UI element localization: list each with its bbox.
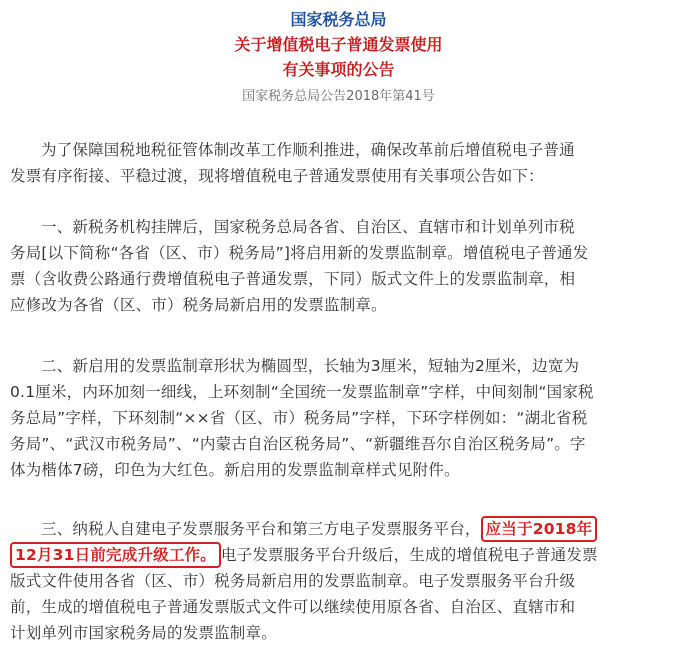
text-line: 计划单列市国家税务局的发票监制章。: [10, 624, 277, 642]
document-number: 国家税务总局公告2018年第41号: [242, 89, 435, 104]
text-line: 为了保障国税地税征管体制改革工作顺利推进，确保改革前后增值税电子普通: [41, 141, 575, 159]
item2-paragraph: [10, 353, 668, 483]
text-line: 二、新启用的发票监制章形状为椭圆型，长轴为3厘米，短轴为2厘米，边宽为: [41, 357, 580, 375]
item3-paragraph: [10, 516, 668, 646]
deadline-highlight-part2: 12月31日前完成升级工作。: [10, 542, 221, 568]
text-line: 应修改为各省（区、市）税务局新启用的发票监制章。: [10, 296, 387, 314]
deadline-highlight-part1: 应当于2018年: [481, 516, 598, 542]
announcement-title-line1: 关于增值税电子普通发票使用: [234, 35, 443, 54]
text-line: 前，生成的增值税电子普通发票版式文件可以继续使用原各省、自治区、直辖市和: [10, 598, 576, 616]
text-line: [10, 542, 668, 568]
issuer-name: 国家税务总局: [290, 10, 387, 29]
item3-line2-text: 电子发票服务平台升级后，生成的增值税电子普通发票: [220, 546, 598, 564]
item1-paragraph: [10, 214, 668, 318]
intro-paragraph: [10, 137, 668, 189]
text-line: 发票有序衔接、平稳过渡，现将增值税电子普通发票使用有关事项公告如下：: [10, 167, 544, 185]
text-line: 0.1厘米，内环加刻一细线，上环刻制“全国统一发票监制章”字样，中间刻制“国家税: [10, 383, 594, 401]
text-line: 票（含收费公路通行费增值税电子普通发票，下同）版式文件上的发票监制章，相: [10, 270, 576, 288]
item3-line1-text: 三、纳税人自建电子发票服务平台和第三方电子发票服务平台，: [41, 520, 481, 538]
announcement-title-line2: 有关事项的公告: [282, 60, 395, 79]
text-line: [10, 516, 668, 542]
text-line: 务局”、“武汉市税务局”、“内蒙古自治区税务局”、“新疆维吾尔自治区税务局”。字: [10, 435, 586, 453]
text-line: 体为楷体7磅，印色为大红色。新启用的发票监制章样式见附件。: [10, 461, 460, 479]
text-line: 务局[以下简称“各省（区、市）税务局”]将启用新的发票监制章。增值税电子普通发: [10, 244, 589, 262]
text-line: 版式文件使用各省（区、市）税务局新启用的发票监制章。电子发票服务平台升级: [10, 572, 576, 590]
text-line: 一、新税务机构挂牌后，国家税务总局各省、自治区、直辖市和计划单列市税: [41, 218, 575, 236]
text-line: 务总局”字样，下环刻制“××省（区、市）税务局”字样，下环字样例如：“湖北省税: [10, 409, 588, 427]
